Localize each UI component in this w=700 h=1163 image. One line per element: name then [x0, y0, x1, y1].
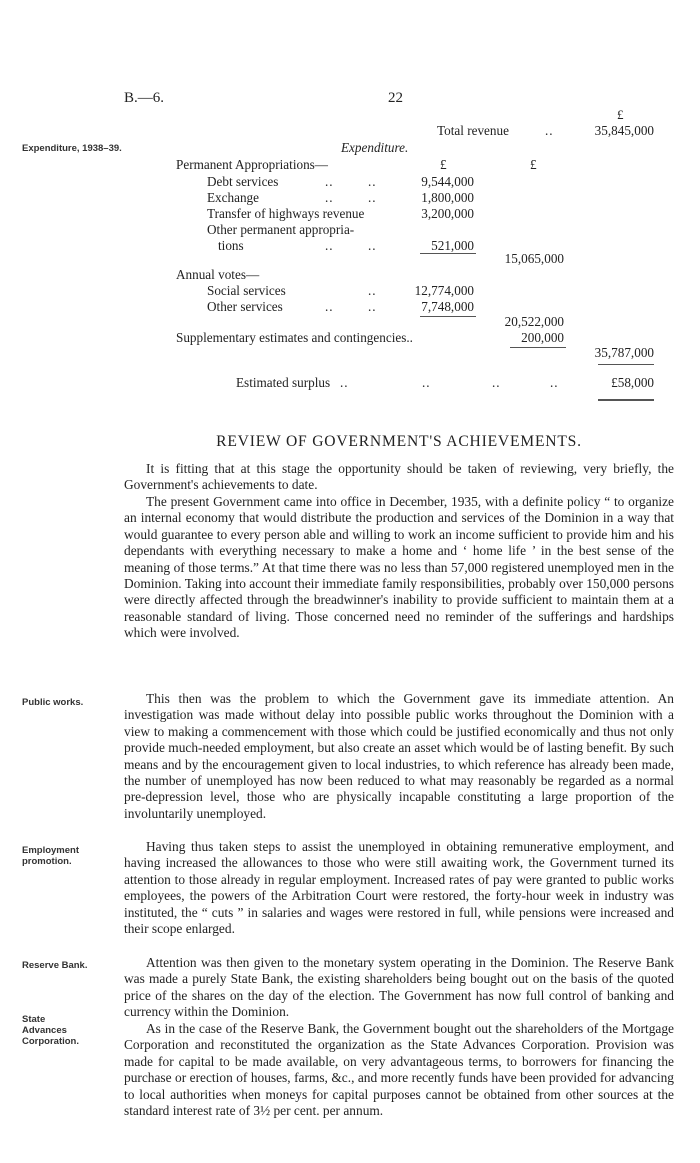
total-revenue-value: 35,845,000	[594, 123, 654, 138]
leader-dots: ..	[325, 238, 334, 253]
annual-total-value: 20,522,000	[504, 314, 564, 329]
leader-dots: ..	[368, 238, 377, 253]
other-permanent-label-line2: tions	[218, 238, 244, 253]
other-services-label: Other services	[207, 299, 283, 314]
total-rule	[510, 347, 566, 348]
estimated-surplus-label: Estimated surplus	[236, 375, 331, 390]
other-services-value: 7,748,000	[421, 299, 474, 314]
social-services-value: 12,774,000	[414, 283, 474, 298]
margin-note-public-works: Public works.	[22, 697, 84, 708]
estimated-surplus-value: £58,000	[611, 375, 654, 390]
paragraph-intro: It is fitting that at this stage the opportunity should be taken of reviewing, very briefly, the Government's achievements to date.	[124, 461, 674, 493]
leader-dots: ..	[368, 299, 377, 314]
double-rule	[598, 399, 654, 401]
paragraph-reserve-bank: Attention was then given to the monetary system operating in the Dominion. The Reserve Bank was made a purely State Bank, the existing shareholders being bought out on the basis of the quoted price of the shares on the day of the election. The Government has now full control of banking and currency within the Dominion.	[124, 955, 674, 1020]
exchange-label: Exchange	[207, 190, 259, 205]
leader-dots: ..	[325, 299, 334, 314]
total-revenue-label: Total revenue	[437, 123, 509, 138]
margin-note-state-advances: State Advances Corporation.	[22, 1014, 79, 1047]
leader-dots: ..	[492, 375, 501, 390]
leader-dots: ..	[325, 174, 334, 189]
leader-dots: ..	[368, 190, 377, 205]
total-revenue-leader: ..	[545, 123, 554, 138]
paragraph-employment: Having thus taken steps to assist the unemployed in obtaining remunerative employment, and having increased the allowances to those who were still awaiting work, the Government turned its attention to those already in regular employment. Increased rates of pay were granted to public works employees, the powers of the Arbitration Court were restored, the forty-hour week in industry was instituted, the “ cuts ” in salaries and wages were restored in full, while pensions were increased and their scope enlarged.	[124, 839, 674, 937]
page-number: 22	[388, 90, 403, 106]
leader-dots: ..	[550, 375, 559, 390]
leader-dots: ..	[368, 174, 377, 189]
section-title: REVIEW OF GOVERNMENT'S ACHIEVEMENTS.	[216, 433, 582, 450]
permanent-appropriations-heading: Permanent Appropriations—	[176, 157, 328, 172]
expenditure-subheading: Expenditure.	[341, 140, 409, 155]
leader-dots: ..	[340, 375, 349, 390]
margin-note-expenditure: Expenditure, 1938–39.	[22, 143, 122, 154]
total-rule	[598, 364, 654, 365]
document-code: B.—6.	[124, 90, 165, 106]
other-permanent-label-line1: Other permanent appropria-	[207, 222, 355, 237]
pound-sign-col2: £	[530, 157, 537, 172]
paragraph-policy: The present Government came into office in December, 1935, with a definite policy “ to organize an internal economy that would distribute the production and services of the Dominion in a way that would guarantee to every person able and willing to work an income sufficient to provide him and his dependants with everything necessary to make a home and ‘ home life ’ in the best sense of the meaning of those terms.” At that time there was no less than 57,000 registered unemployed men in the Dominion. Taking into account their immediate family responsibilities, probably over 150,000 persons were directly affected through the breadwinner's inability to provide sufficient to maintain them at a reasonable standard of living. Those concerned need no reminder of the sufferings and hardships which were involved.	[124, 494, 674, 641]
margin-note-employment: Employment promotion.	[22, 845, 80, 867]
supplementary-label: Supplementary estimates and contingencies..	[176, 330, 413, 345]
debt-services-value: 9,544,000	[421, 174, 474, 189]
debt-services-label: Debt services	[207, 174, 279, 189]
transfer-highways-label: Transfer of highways revenue	[207, 206, 365, 221]
pound-sign-col1: £	[440, 157, 447, 172]
social-services-label: Social services	[207, 283, 286, 298]
annual-votes-heading: Annual votes—	[176, 267, 260, 282]
leader-dots: ..	[422, 375, 431, 390]
leader-dots: ..	[325, 190, 334, 205]
supplementary-value: 200,000	[521, 330, 564, 345]
paragraph-public-works: This then was the problem to which the Government gave its immediate attention. An investigation was made without delay into possible public works throughout the Dominion with a view to making a commencement with those which could be justified economically and thus not only provide much-needed employment, but also create an asset which would be of lasting benefit. By such means and by the encouragement given to local industries, to which reference has already been made, the number of unemployed has now been reduced to what may reasonably be regarded as a normal pre-depression level, those who are physically incapable constituting a large proportion of the involuntarily unemployed.	[124, 691, 674, 821]
paragraph-state-advances: As in the case of the Reserve Bank, the Government bought out the shareholders of the Mortgage Corporation and reconstituted the organization as the State Advances Corporation. Provision was made for capital to be made available, on very advantageous terms, to borrowers for financing the purchase or erection of houses, farms, &c., and more recently funds have been provided for advancing to local authorities when moneys for capital purposes cannot be obtained from other sources at the standard interest rate of 3½ per cent. per annum.	[124, 1021, 674, 1119]
grand-total-value: 35,787,000	[594, 345, 654, 360]
leader-dots: ..	[368, 283, 377, 298]
other-permanent-value: 521,000	[431, 238, 474, 253]
margin-note-reserve-bank: Reserve Bank.	[22, 960, 88, 971]
subtotal-rule	[420, 253, 476, 254]
pound-sign-header: £	[617, 107, 624, 122]
subtotal-rule	[420, 316, 476, 317]
exchange-value: 1,800,000	[421, 190, 474, 205]
transfer-highways-value: 3,200,000	[421, 206, 474, 221]
permanent-total-value: 15,065,000	[504, 251, 564, 266]
